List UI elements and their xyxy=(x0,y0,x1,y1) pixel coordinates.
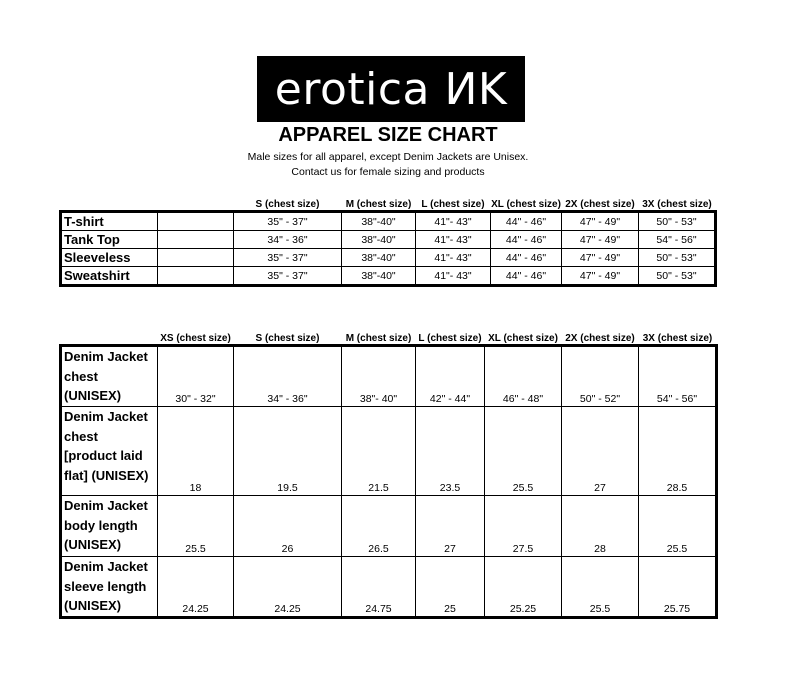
table-cell: 44" - 46" xyxy=(491,212,562,231)
table-cell: 54" - 56" xyxy=(639,231,716,249)
table-cell xyxy=(158,249,234,267)
table-row xyxy=(61,496,717,557)
table-cell: 25.75 xyxy=(639,557,717,618)
table-cell: 30" - 32" xyxy=(158,346,234,407)
table-cell: 18 xyxy=(158,407,234,496)
column-header: XS (chest size) xyxy=(160,333,231,344)
table-cell xyxy=(158,231,234,249)
table-header-row xyxy=(61,193,716,212)
apparel-size-table xyxy=(59,193,717,287)
column-header: 3X (chest size) xyxy=(642,333,713,344)
table-cell: 41"- 43" xyxy=(416,212,491,231)
table-row xyxy=(61,557,717,618)
row-label: Sweatshirt xyxy=(61,267,158,286)
table-cell: 47" - 49" xyxy=(562,267,639,286)
table-cell: 27.5 xyxy=(485,496,562,557)
table-cell: 24.75 xyxy=(342,557,416,618)
table-cell: 35" - 37" xyxy=(234,267,342,286)
table-cell: 50" - 52" xyxy=(562,346,639,407)
column-header: XL (chest size) xyxy=(491,199,561,210)
table-cell: 34" - 36" xyxy=(234,231,342,249)
table-cell: 34" - 36" xyxy=(234,346,342,407)
table-cell: 41"- 43" xyxy=(416,267,491,286)
column-header: S (chest size) xyxy=(255,199,320,210)
row-label: T-shirt xyxy=(61,212,158,231)
table-cell: 25 xyxy=(416,557,485,618)
table-cell: 28.5 xyxy=(639,407,717,496)
table-cell: 26 xyxy=(234,496,342,557)
table-cell: 44" - 46" xyxy=(491,267,562,286)
table-cell: 23.5 xyxy=(416,407,485,496)
table-cell: 38"-40" xyxy=(342,249,416,267)
denim-jacket-size-table xyxy=(59,327,718,619)
table-cell: 46" - 48" xyxy=(485,346,562,407)
table-cell: 25.5 xyxy=(639,496,717,557)
column-header xyxy=(61,193,158,212)
row-label: Denim Jacket sleeve length (UNISEX) xyxy=(61,557,158,618)
table-cell: 44" - 46" xyxy=(491,249,562,267)
table-cell: 19.5 xyxy=(234,407,342,496)
table-cell: 50" - 53" xyxy=(639,267,716,286)
table-cell: 35" - 37" xyxy=(234,212,342,231)
column-header: L (chest size) xyxy=(421,199,485,210)
table-cell xyxy=(158,212,234,231)
table-cell: 38"- 40" xyxy=(342,346,416,407)
row-label: Denim Jacket chest (UNISEX) xyxy=(61,346,158,407)
column-header: L (chest size) xyxy=(418,333,482,344)
column-header: S (chest size) xyxy=(255,333,320,344)
table-cell: 25.5 xyxy=(485,407,562,496)
table-cell: 38"-40" xyxy=(342,231,416,249)
table-cell: 47" - 49" xyxy=(562,231,639,249)
column-header xyxy=(61,327,158,346)
table-cell: 38"-40" xyxy=(342,267,416,286)
row-label: Denim Jacket body length (UNISEX) xyxy=(61,496,158,557)
table-cell: 25.5 xyxy=(562,557,639,618)
table-cell: 44" - 46" xyxy=(491,231,562,249)
table-cell: 42" - 44" xyxy=(416,346,485,407)
table-cell: 41"- 43" xyxy=(416,231,491,249)
brand-logo: erotica ИK xyxy=(257,56,525,122)
page-title: APPAREL SIZE CHART xyxy=(278,124,498,146)
table-row xyxy=(61,212,716,231)
table-header-row xyxy=(61,327,717,346)
table-cell: 41"- 43" xyxy=(416,249,491,267)
table-cell: 50" - 53" xyxy=(639,249,716,267)
table-cell xyxy=(158,267,234,286)
row-label: Tank Top xyxy=(61,231,158,249)
table-cell: 26.5 xyxy=(342,496,416,557)
contact-note: Contact us for female sizing and products xyxy=(291,166,485,178)
table-cell: 54" - 56" xyxy=(639,346,717,407)
table-cell: 25.25 xyxy=(485,557,562,618)
table-cell: 25.5 xyxy=(158,496,234,557)
table-row xyxy=(61,346,717,407)
table-cell: 50" - 53" xyxy=(639,212,716,231)
table-cell: 47" - 49" xyxy=(562,249,639,267)
column-header: 3X (chest size) xyxy=(642,199,712,210)
column-header: 2X (chest size) xyxy=(565,333,635,344)
table-row xyxy=(61,407,717,496)
table-cell: 21.5 xyxy=(342,407,416,496)
row-label: Sleeveless xyxy=(61,249,158,267)
table-cell: 27 xyxy=(562,407,639,496)
table-cell: 27 xyxy=(416,496,485,557)
table-row xyxy=(61,267,716,286)
table-cell: 24.25 xyxy=(158,557,234,618)
table-cell: 47" - 49" xyxy=(562,212,639,231)
column-header xyxy=(158,193,234,212)
table-cell: 28 xyxy=(562,496,639,557)
table-cell: 35" - 37" xyxy=(234,249,342,267)
sizing-note: Male sizes for all apparel, except Denim Jackets are Unisex. xyxy=(247,151,529,163)
table-cell: 38"-40" xyxy=(342,212,416,231)
column-header: M (chest size) xyxy=(345,333,412,344)
row-label: Denim Jacket chest [product laid flat] (UNISEX) xyxy=(61,407,158,496)
column-header: XL (chest size) xyxy=(488,333,558,344)
column-header: 2X (chest size) xyxy=(565,199,635,210)
table-row xyxy=(61,231,716,249)
table-cell: 24.25 xyxy=(234,557,342,618)
column-header: M (chest size) xyxy=(345,199,412,210)
table-row xyxy=(61,249,716,267)
